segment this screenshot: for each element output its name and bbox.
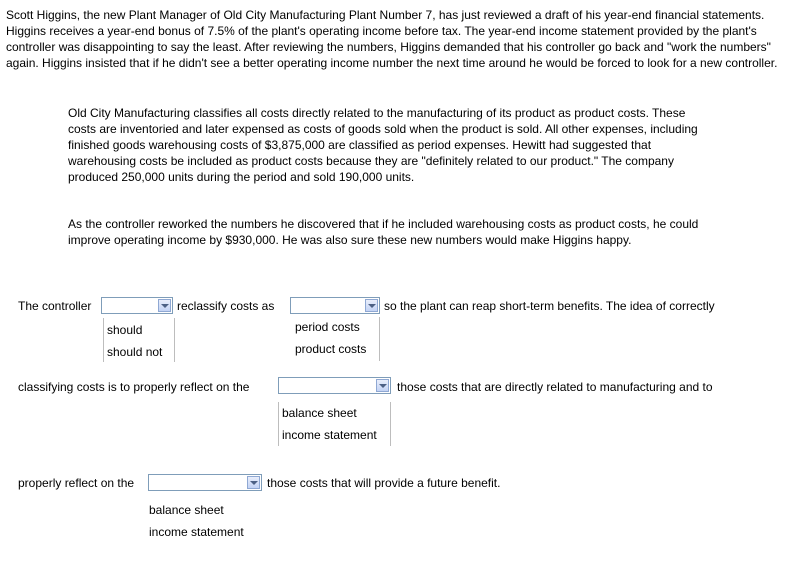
option-should-not[interactable]: should not [107,345,163,359]
sentence-future-benefit-label: those costs that will provide a future benefit. [267,476,501,490]
scenario-paragraph-1: Old City Manufacturing classifies all costs directly related to the manufacturing of its product as product costs. These costs are inventoried and later expensed as costs of goods sold when the product is sold. All other expenses, including finished goods warehousing costs of $3,875,000 are classified as period expenses. Hewitt had suggested that warehousing costs be included as product costs because they are "definitely related to our product." The company produced 250,000 units during the period and sold 190,000 units. [68,106,698,184]
option-balance-sheet[interactable]: balance sheet [282,406,357,420]
option-period-costs[interactable]: period costs [295,320,360,334]
cost-type-dropdown[interactable] [290,297,380,314]
option-balance-sheet[interactable]: balance sheet [149,503,224,517]
option-income-statement[interactable]: income statement [282,428,377,442]
sentence-manufacturing-label: those costs that are directly related to manufacturing and to [397,380,713,394]
should-dropdown[interactable] [101,297,173,314]
scenario-paragraph-2: As the controller reworked the numbers he discovered that if he included warehousing costs as product costs, he could improve operating income by $930,000. He was also sure these new numbers would make Higgins happy. [68,217,699,247]
chevron-down-icon[interactable] [365,299,378,312]
option-income-statement[interactable]: income statement [149,525,244,539]
chevron-down-icon[interactable] [158,299,171,312]
intro-paragraph: Scott Higgins, the new Plant Manager of Old City Manufacturing Plant Number 7, has just reviewed a draft of his year-end financial statements. Higgins receives a year-end bonus of 7.5% of the plant's operating income before tax. The year-end income statement provided by the plant's controller was disappointing to say the least. After reviewing the numbers, Higgins demanded that his controller go back and "work the numbers" again. Higgins insisted that if he didn't see a better operating income number the next time around he would be forced to look for a new controller. [6,8,778,70]
statement-dropdown-2[interactable] [148,474,262,491]
chevron-down-icon[interactable] [247,476,260,489]
option-should[interactable]: should [107,323,143,337]
statement-dropdown-1[interactable] [278,377,391,394]
chevron-down-icon[interactable] [376,379,389,392]
sentence-plant-benefits-label: so the plant can reap short-term benefits. The idea of correctly [384,299,715,313]
option-product-costs[interactable]: product costs [295,342,367,356]
sentence-properly-reflect-label: properly reflect on the [18,476,135,490]
sentence-reclassify-label: reclassify costs as [177,299,275,313]
sentence-classifying-label: classifying costs is to properly reflect on the [18,380,250,394]
sentence-controller-label: The controller [18,299,92,313]
